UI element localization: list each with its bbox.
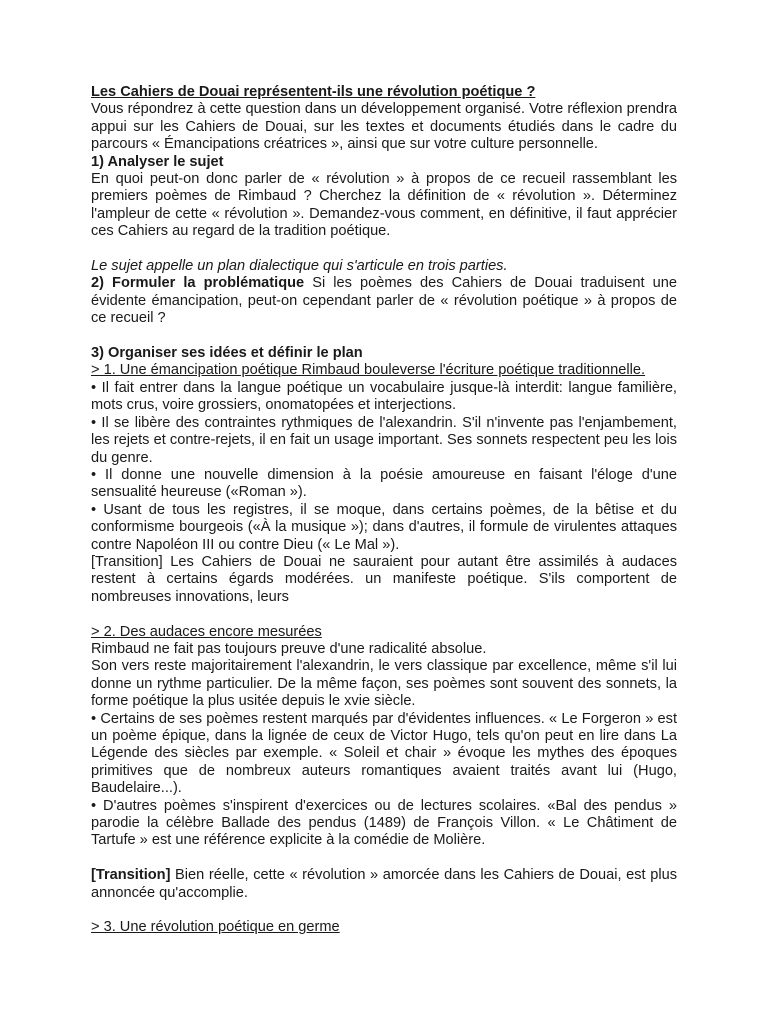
section-1-heading: 1) Analyser le sujet: [91, 153, 224, 170]
spacer: [91, 850, 677, 867]
part-1-item: • Usant de tous les registres, il se moque, dans certains poèmes, de la bêtise et du conformisme bourgeois («À la musique »); dans d'autres, il formule de virulentes attaques contre Napoléon III ou contre Dieu (« Le Mal »).: [91, 501, 677, 553]
part-2-title: > 2. Des audaces encore mesurées: [91, 623, 322, 640]
section-1-text: En quoi peut-on donc parler de « révolution » à propos de ce recueil rassemblant les premiers poèmes de Rimbaud ? Cherchez la définition de « révolution ». Déterminez l'ampleur de cette « révolution ». Demandez-vous comment, en définitive, il faut apprécier ces Cahiers au regard de la tradition poétique.: [91, 171, 677, 240]
part-2-line: • Certains de ses poèmes restent marqués par d'évidentes influences. « Le Forgeron » est un poème épique, dans la lignée de ceux de Victor Hugo, tels qu'on peut en lire dans La Légende des siècles par exemple. « Soleil et chair » évoque les mythes des époques primitives que de nombreux auteurs romantiques avaient traités avant lui (Hugo, Baudelaire...).: [91, 710, 677, 797]
section-3-heading: 3) Organiser ses idées et définir le plan: [91, 345, 363, 362]
part-2-line: Son vers reste majoritairement l'alexandrin, le vers classique par excellence, même s'il lui donne un rythme particulier. De la même façon, ses poèmes sont souvent des sonnets, la forme poétique la plus usitée depuis le xvie siècle.: [91, 658, 677, 710]
spacer: [91, 241, 677, 258]
part-1-item: • Il fait entrer dans la langue poétique un vocabulaire jusque-là interdit: langue familière, mots crus, voire grossiers, onomatopées et interjections.: [91, 379, 677, 414]
part-2-line: • D'autres poèmes s'inspirent d'exercices ou de lectures scolaires. «Bal des pendus » parodie la célèbre Ballade des pendus (1489) de François Villon. « Le Châtiment de Tartufe » est une référence explicite à la comédie de Molière.: [91, 797, 677, 849]
document-title: Les Cahiers de Douai représentent-ils une révolution poétique ?: [91, 84, 536, 100]
plan-note: Le sujet appelle un plan dialectique qui s'articule en trois parties.: [91, 258, 508, 275]
part-1-title: > 1. Une émancipation poétique Rimbaud bouleverse l'écriture poétique traditionnelle.: [91, 362, 646, 379]
part-1-item: • Il donne une nouvelle dimension à la poésie amoureuse en faisant l'éloge d'une sensualité heureuse («Roman »).: [91, 466, 677, 501]
part-3-title: > 3. Une révolution poétique en germe: [91, 919, 340, 936]
spacer: [91, 328, 677, 345]
part-2-line: Rimbaud ne fait pas toujours preuve d'une radicalité absolue.: [91, 640, 487, 657]
transition-2-text: Bien réelle, cette « révolution » amorcée dans les Cahiers de Douai, est plus annoncée qu'accomplie.: [91, 867, 677, 901]
section-2-heading: 2) Formuler la problématique: [91, 275, 305, 292]
transition-2-label: [Transition]: [91, 867, 171, 884]
part-1-item: • Il se libère des contraintes rythmiques de l'alexandrin. S'il n'invente pas l'enjambement, les rejets et contre-rejets, il en fait un usage important. Ses sonnets respectent peu les lois du genre.: [91, 414, 677, 466]
section-2-text: Si les poèmes des Cahiers de Douai traduisent une évidente émancipation, peut-on cependant parler de « révolution poétique » à propos de ce recueil ?: [91, 275, 677, 327]
spacer: [91, 606, 677, 623]
transition-2-paragraph: [91, 867, 677, 902]
section-2-paragraph: [91, 275, 677, 327]
spacer: [91, 902, 677, 919]
intro-paragraph: Vous répondrez à cette question dans un développement organisé. Votre réflexion prendra appui sur les Cahiers de Douai, sur les textes et documents étudiés dans le cadre du parcours « Émancipations créatrices », ainsi que sur votre culture personnelle.: [91, 101, 677, 153]
part-1-transition: [Transition] Les Cahiers de Douai ne sauraient pour autant être assimilés à audaces restent à certains égards modérées. un manifeste poétique. S'ils comportent de nombreuses innovations, leurs: [91, 553, 677, 605]
